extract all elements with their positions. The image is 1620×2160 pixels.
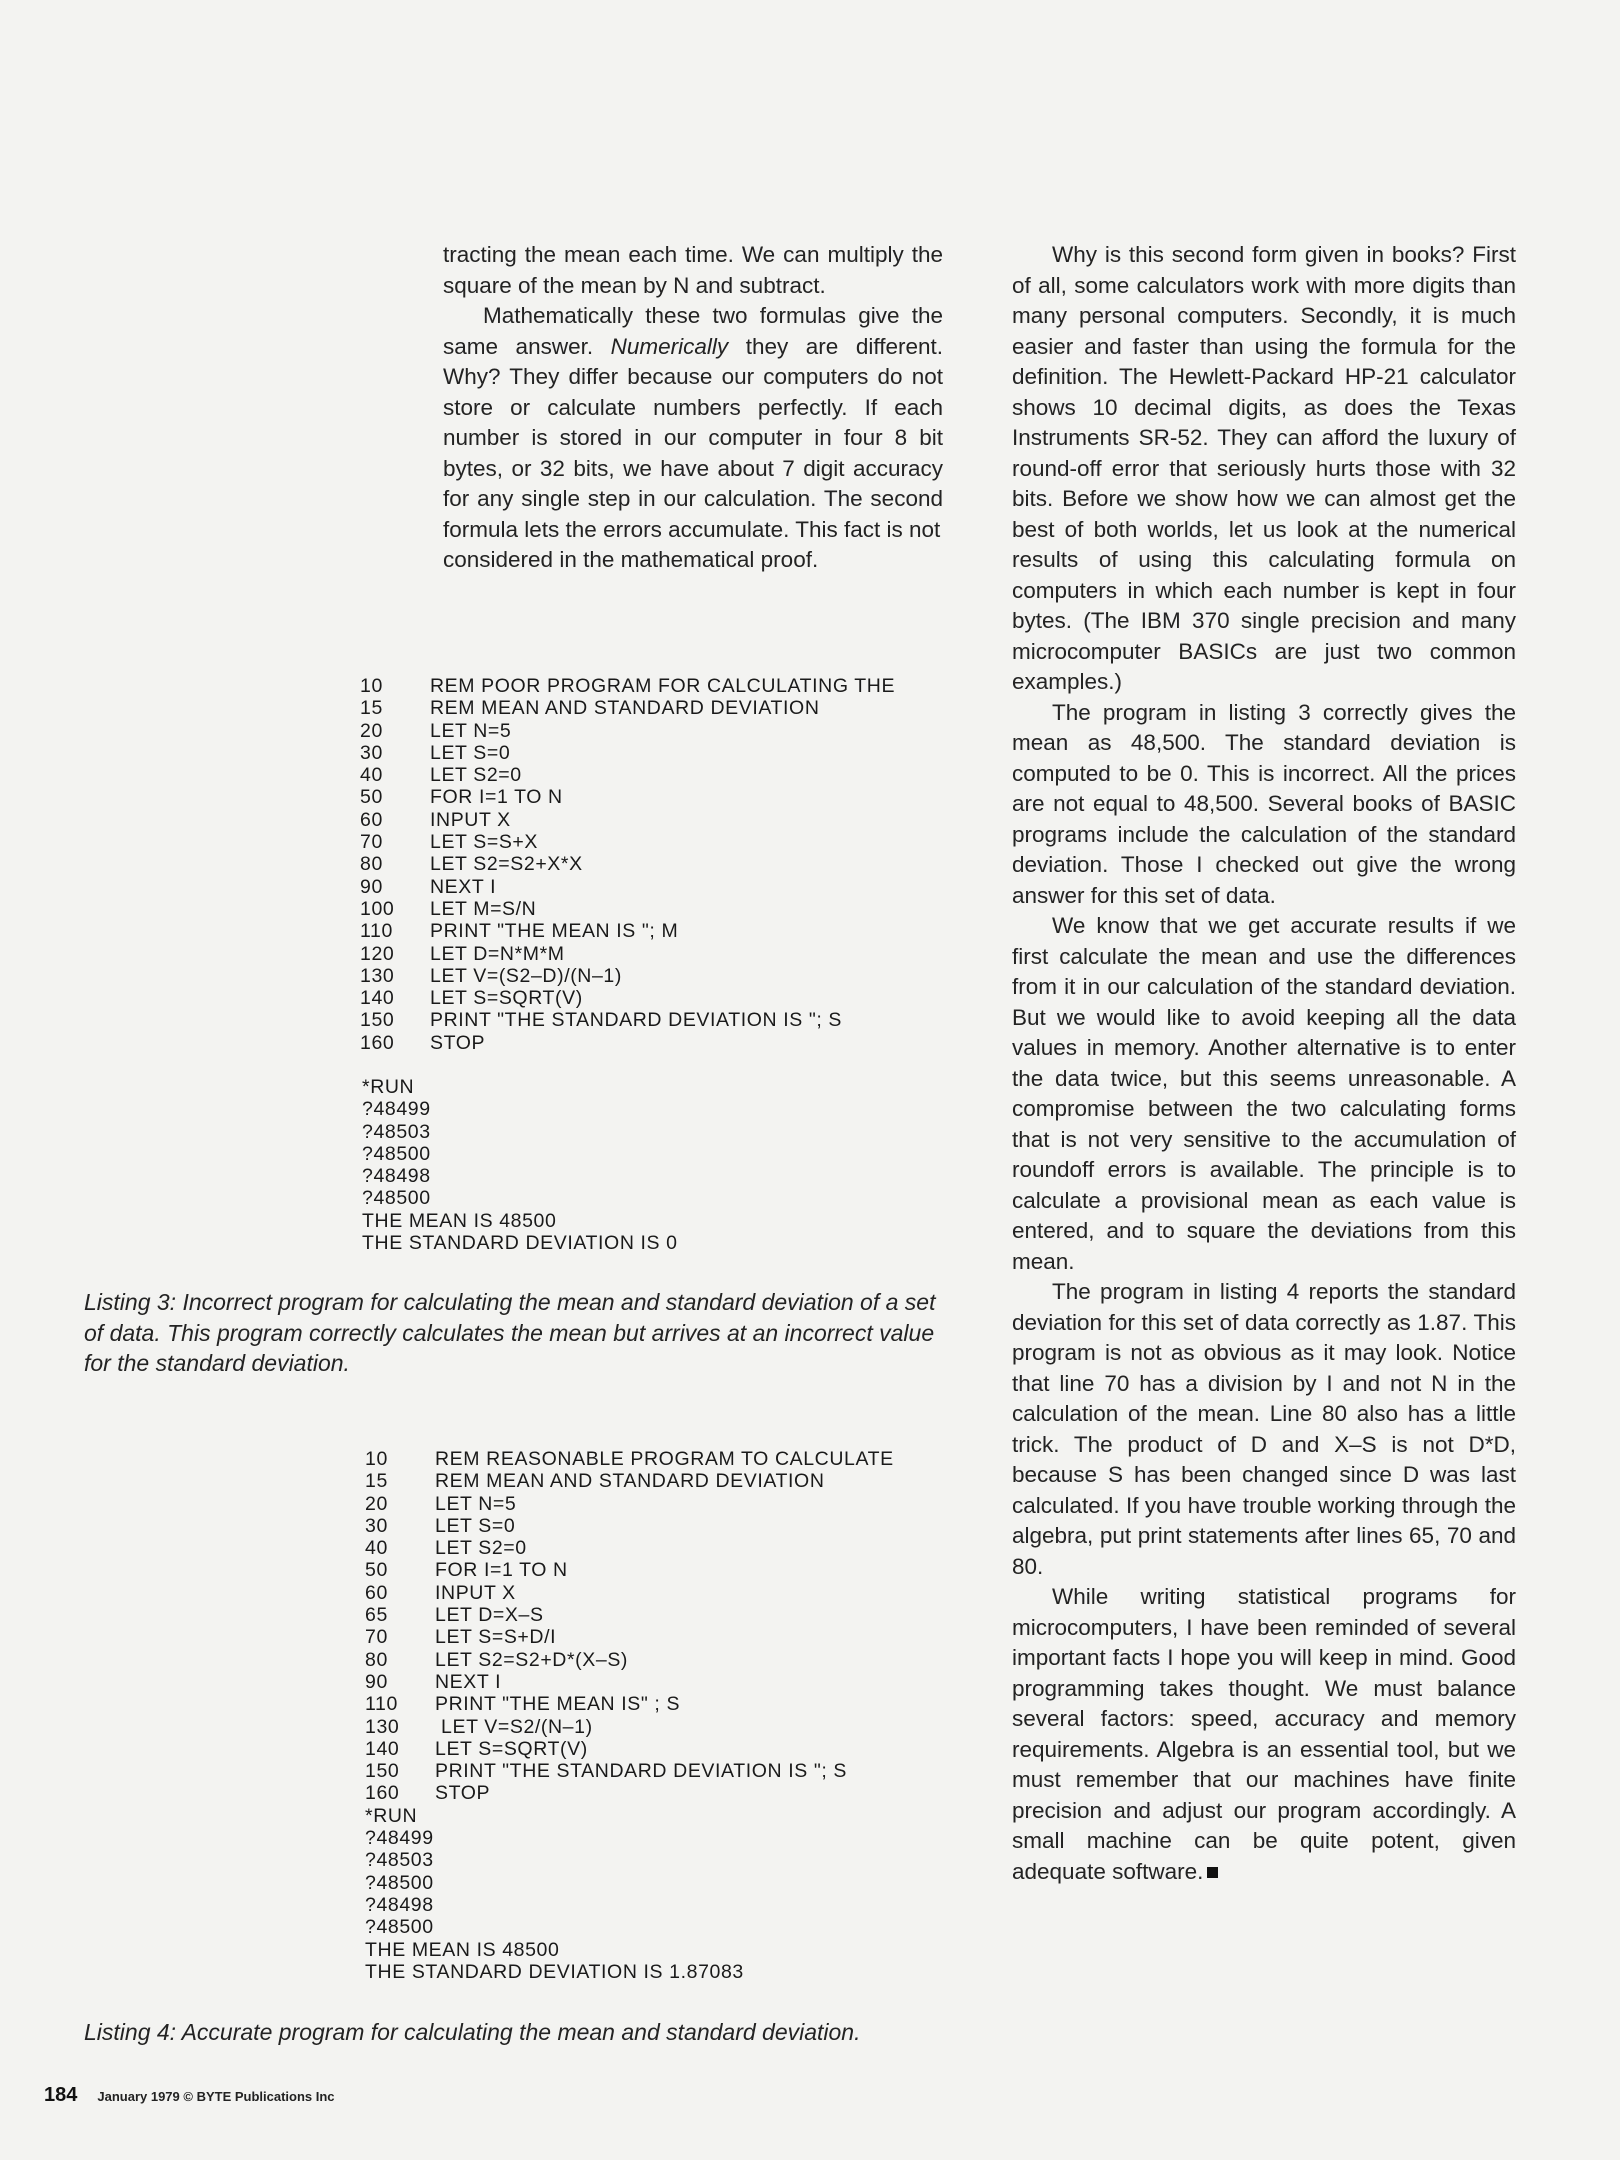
line-number: 160 <box>365 1782 400 1805</box>
line-number: 100 <box>360 897 395 920</box>
run-output-line: ?48500 <box>365 1871 434 1894</box>
line-number: 70 <box>365 1626 388 1649</box>
code-statement: PRINT "THE MEAN IS" ; S <box>435 1693 681 1716</box>
code-statement: REM MEAN AND STANDARD DEVIATION <box>430 697 820 720</box>
listing-3-code <box>360 675 960 1054</box>
line-number: 40 <box>365 1537 388 1560</box>
run-output-line: THE MEAN IS 48500 <box>362 1209 557 1232</box>
line-number: 50 <box>360 786 383 809</box>
line-number: 70 <box>360 831 383 854</box>
line-number: 140 <box>360 987 395 1010</box>
code-line <box>360 853 960 875</box>
line-number: 20 <box>360 719 383 742</box>
code-statement: FOR I=1 TO N <box>430 786 563 809</box>
left-column-text <box>443 240 943 576</box>
run-output-line: ?48503 <box>365 1849 434 1872</box>
run-output-line: ?48499 <box>362 1098 431 1121</box>
code-statement: REM REASONABLE PROGRAM TO CALCULATE <box>435 1448 894 1470</box>
code-line <box>365 1782 965 1804</box>
code-statement: PRINT "THE STANDARD DEVIATION IS "; S <box>435 1760 848 1783</box>
code-line <box>360 943 960 965</box>
code-line <box>360 920 960 942</box>
code-statement: INPUT X <box>435 1581 516 1604</box>
code-statement: STOP <box>435 1782 491 1805</box>
code-line <box>365 1470 965 1492</box>
page-footer <box>44 2084 335 2107</box>
code-statement: REM MEAN AND STANDARD DEVIATION <box>435 1470 825 1493</box>
code-statement: LET S2=S2+X*X <box>430 853 583 876</box>
line-number: 15 <box>360 697 383 720</box>
code-statement: LET S=SQRT(V) <box>435 1737 588 1760</box>
code-statement: LET V=S2/(N–1) <box>435 1715 593 1738</box>
line-number: 150 <box>365 1760 400 1783</box>
run-output-line: *RUN <box>362 1076 415 1098</box>
code-line <box>365 1738 965 1760</box>
code-statement: FOR I=1 TO N <box>435 1559 568 1582</box>
code-line <box>365 1760 965 1782</box>
code-line <box>360 764 960 786</box>
code-line <box>365 1537 965 1559</box>
code-statement: LET M=S/N <box>430 897 537 920</box>
line-number: 160 <box>360 1031 395 1054</box>
line-number: 50 <box>365 1559 388 1582</box>
run-output-line: THE MEAN IS 48500 <box>365 1938 560 1961</box>
code-statement: LET N=5 <box>430 719 512 742</box>
code-statement: NEXT I <box>430 875 497 898</box>
code-statement: STOP <box>430 1031 486 1054</box>
code-line <box>365 1671 965 1693</box>
code-statement: NEXT I <box>435 1670 502 1693</box>
run-output-line: ?48499 <box>365 1827 434 1850</box>
listing-3-output <box>362 1076 678 1254</box>
code-line <box>360 786 960 808</box>
code-statement: PRINT "THE STANDARD DEVIATION IS "; S <box>430 1009 843 1032</box>
paragraph: considered in the mathematical proof. <box>443 547 819 572</box>
line-number: 120 <box>360 942 395 965</box>
line-number: 15 <box>365 1470 388 1493</box>
paragraph: tracting the mean each time. We can multiply the square of the mean by N and subtract. <box>443 242 943 298</box>
line-number: 150 <box>360 1009 395 1032</box>
code-line <box>360 720 960 742</box>
code-line <box>365 1493 965 1515</box>
code-line <box>365 1448 965 1470</box>
paragraph: Why is this second form given in books? First of all, some calculators work with more digits than many personal computers. Secondly, it is much easier and faster than using the formula for the definition. The Hewlett-Packard HP-21 calculator shows 10 decimal digits, as does the Texas Instruments SR-52. They can afford the luxury of round-off error that seriously hurts those with 32 bits. Before we show how we can almost get the best of both worlds, let us look at the numerical results of using this calculating formula on computers in which each number is kept in four bytes. (The IBM 370 single precision and many microcomputer BASICs are just two common examples.) <box>1012 242 1516 694</box>
line-number: 10 <box>360 675 383 697</box>
right-column-text <box>1012 240 1516 1887</box>
paragraph: The program in listing 4 reports the standard deviation for this set of data correctly as 1.87. This program is not as obvious as it may look. Notice that line 70 has a division by I and not N in the calculation of the mean. Line 80 also has a little trick. The product of D and X–S is not D*D, because S has been changed since D was last calculated. If you have trouble working through the algebra, put print statements after lines 65, 70 and 80. <box>1012 1279 1516 1579</box>
code-statement: LET S=0 <box>430 741 511 764</box>
line-number: 65 <box>365 1604 388 1627</box>
line-number: 140 <box>365 1737 400 1760</box>
line-number: 110 <box>365 1693 398 1716</box>
code-line <box>360 675 960 697</box>
listing-4-code <box>365 1448 965 1983</box>
code-line <box>360 876 960 898</box>
line-number: 60 <box>360 808 383 831</box>
line-number: 30 <box>360 741 383 764</box>
line-number: 90 <box>365 1670 388 1693</box>
end-mark-icon <box>1207 1867 1218 1878</box>
run-output-line: ?48500 <box>362 1142 431 1165</box>
line-number: 30 <box>365 1514 388 1537</box>
paragraph <box>1012 1582 1516 1887</box>
paragraph-text: While writing statistical programs for microcomputers, I have been reminded of several important facts I hope you will keep in mind. Good programming takes thought. We must balance several factors: speed, accuracy and memory requirements. Algebra is an essential tool, but we must remember that our machines have finite precision and adjust our program accordingly. A small machine can be quite potent, given adequate software. <box>1012 1584 1516 1884</box>
line-number: 90 <box>360 875 383 898</box>
paragraph <box>443 301 943 545</box>
code-line <box>360 898 960 920</box>
listing-3-caption: Listing 3: Incorrect program for calculating the mean and standard deviation of a set of data. This program correctly calculates the mean but arrives at an incorrect value for the standard deviation. <box>84 1289 936 1376</box>
line-number: 40 <box>360 764 383 787</box>
code-line <box>365 1582 965 1604</box>
code-line <box>360 987 960 1009</box>
page-number: 184 <box>44 2084 78 2106</box>
code-statement: LET S2=S2+D*(X–S) <box>435 1648 629 1671</box>
run-output-line: THE STANDARD DEVIATION IS 0 <box>362 1232 678 1255</box>
line-number: 60 <box>365 1581 388 1604</box>
paragraph: We know that we get accurate results if we first calculate the mean and use the differences from it in our calculation of the standard deviation. But we would like to avoid keeping all the data values in memory. Another alternative is to enter the data twice, but this seems unreasonable. A compromise between the two calculating forms that is not very sensitive to the accumulation of roundoff errors is available. The principle is to calculate a provisional mean as each value is entered, and to square the deviations from this mean. <box>1012 913 1516 1274</box>
code-statement: LET S=S+X <box>430 831 539 854</box>
code-line <box>360 1009 960 1031</box>
run-output-line: ?48500 <box>365 1916 434 1939</box>
paragraph: The program in listing 3 correctly gives the mean as 48,500. The standard deviation is computed to be 0. This is incorrect. All the prices are not equal to 48,500. Several books of BASIC programs include the calculation of the standard deviation. Those I checked out give the wrong answer for this set of data. <box>1012 699 1516 908</box>
code-line <box>365 1626 965 1648</box>
line-number: 130 <box>360 964 395 987</box>
code-line <box>360 965 960 987</box>
code-statement: PRINT "THE MEAN IS "; M <box>430 920 679 943</box>
code-statement: LET N=5 <box>435 1492 517 1515</box>
code-line <box>360 809 960 831</box>
code-statement: LET V=(S2–D)/(N–1) <box>430 964 622 987</box>
paragraph-text: they are different. Why? They differ because our computers do not store or calculate numbers perfectly. If each number is stored in our computer in four 8 bit bytes, or 32 bits, we have about 7 digit accuracy for any single step in our calculation. The second formula lets the errors accumulate. This fact is not <box>443 333 943 542</box>
run-output-line: ?48500 <box>362 1187 431 1210</box>
line-number: 10 <box>365 1448 388 1470</box>
code-line <box>360 742 960 764</box>
code-line <box>360 697 960 719</box>
code-line <box>365 1649 965 1671</box>
paragraph-text: Mathematically these two formulas give the same answer. <box>443 303 943 359</box>
run-output-line: ?48503 <box>362 1120 431 1143</box>
code-statement: LET S2=0 <box>435 1537 527 1560</box>
code-line <box>360 1032 960 1054</box>
line-number: 80 <box>365 1648 388 1671</box>
code-statement: LET S2=0 <box>430 764 522 787</box>
run-output-line: ?48498 <box>362 1165 431 1188</box>
run-output-line: ?48498 <box>365 1893 434 1916</box>
line-number: 80 <box>360 853 383 876</box>
code-line <box>365 1716 965 1738</box>
code-statement: LET S=0 <box>435 1514 516 1537</box>
code-statement: LET S=SQRT(V) <box>430 987 583 1010</box>
code-line <box>365 1693 965 1715</box>
run-output-line: THE STANDARD DEVIATION IS 1.87083 <box>365 1960 744 1983</box>
code-statement: REM POOR PROGRAM FOR CALCULATING THE <box>430 675 896 697</box>
code-statement: INPUT X <box>430 808 511 831</box>
code-line <box>365 1604 965 1626</box>
line-number: 110 <box>360 920 393 943</box>
code-statement: LET D=N*M*M <box>430 942 565 965</box>
code-statement: LET S=S+D/I <box>435 1626 557 1649</box>
code-statement: LET D=X–S <box>435 1604 544 1627</box>
emphasis-text: Numerically <box>610 333 729 359</box>
code-line <box>365 1559 965 1581</box>
code-line <box>365 1515 965 1537</box>
line-number: 20 <box>365 1492 388 1515</box>
code-line <box>360 831 960 853</box>
line-number: 130 <box>365 1715 400 1738</box>
listing-4-caption: Listing 4: Accurate program for calculating the mean and standard deviation. <box>84 2019 861 2045</box>
run-output-line: *RUN <box>365 1804 418 1827</box>
publication-credit: January 1979 © BYTE Publications Inc <box>97 2089 335 2104</box>
